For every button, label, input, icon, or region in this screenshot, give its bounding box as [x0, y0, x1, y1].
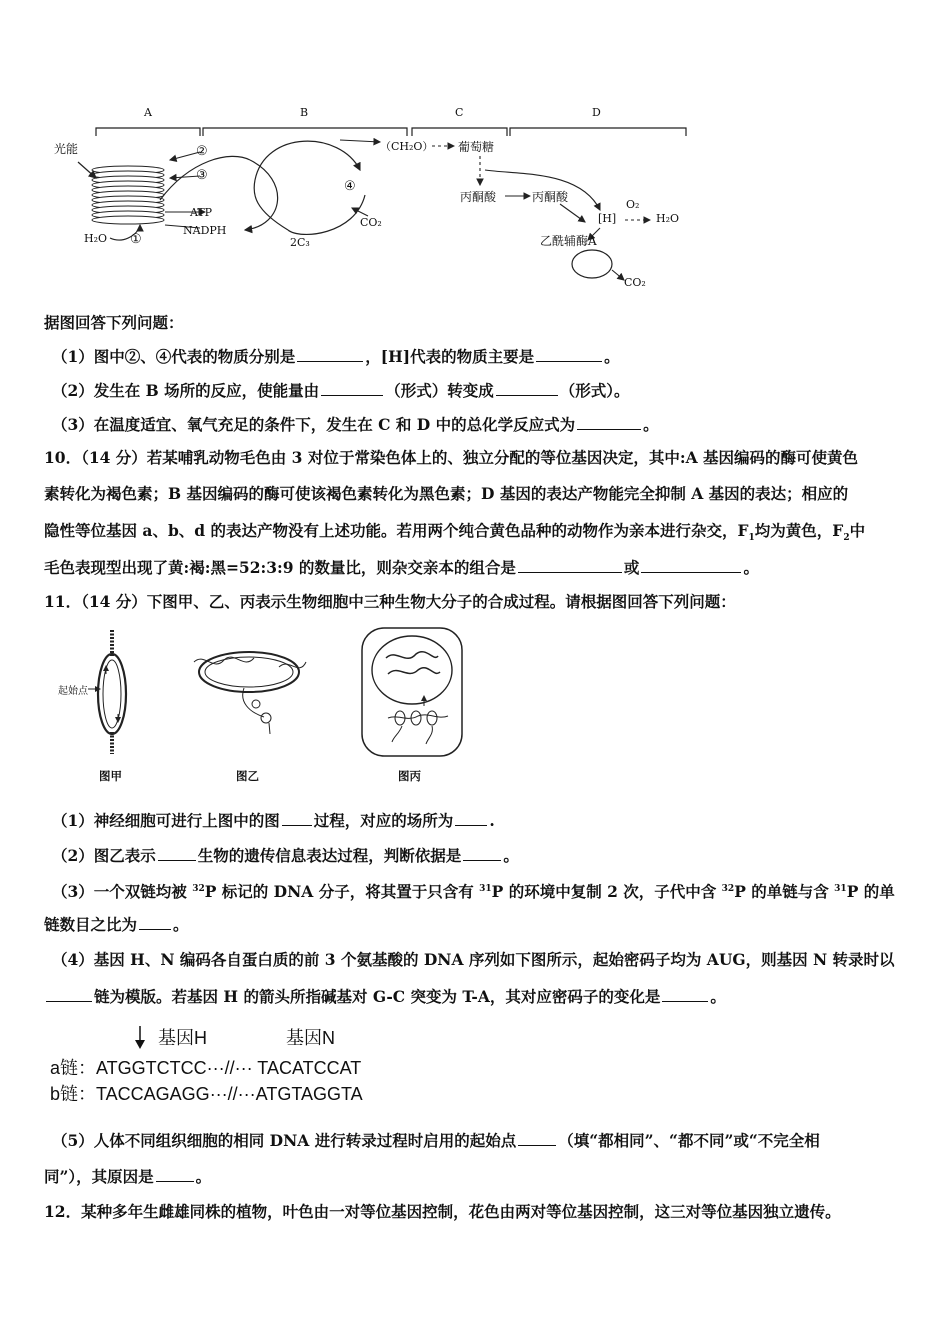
q9-intro: 据图回答下列问题： — [44, 313, 184, 332]
q10-line3: 隐性等位基因 a、b、d 的表达产物没有上述功能。若用两个纯合黄色品种的动物作为亲本进行杂交，$F_1$均为黄色，$F_2$中 — [44, 521, 866, 544]
q11-figures-svg — [44, 622, 464, 792]
atp-label: ATP — [190, 206, 213, 219]
label-A: A — [144, 106, 152, 119]
acetylcoa-label: 乙酰辅酶A — [540, 234, 597, 248]
c3-label: 2C₃ — [290, 236, 310, 249]
q11-part3-line1: （3）一个双链均被 $^{32}$P 标记的 DNA 分子，将其置于只含有 $^{31}$P 的环境中复制 2 次，子代中含 $^{32}$P 的单链与含 $^{31}$P 的单 — [52, 882, 895, 902]
q9-part2: （2）发生在 B 场所的反应，使能量由 （形式）转变成 （形式）。 — [52, 381, 630, 400]
co2-in-label: CO₂ — [360, 216, 382, 229]
q11-part4-line2: 链为模版。若基因 H 的箭头所指碱基对 G-C 突变为 T-A，其对应密码子的变化是 。 — [44, 986, 726, 1007]
nadph-label: NADPH — [183, 224, 227, 237]
label-C: C — [455, 106, 464, 119]
caption-yi: 图乙 — [236, 769, 259, 783]
pyruvate2-label: 丙酮酸 — [532, 190, 569, 204]
light-label: 光能 — [54, 142, 79, 156]
o2-label: O₂ — [626, 198, 640, 211]
q11-part5-line2: 同”），其原因是 。 — [44, 1167, 212, 1186]
q11-figures — [44, 622, 464, 792]
mutation-arrow-icon — [134, 1026, 146, 1050]
gene-n-label: 基因N — [286, 1028, 335, 1048]
label-2: ② — [196, 144, 208, 159]
h2o-out-label: H₂O — [656, 212, 680, 225]
q11-part5-line1: （5）人体不同组织细胞的相同 DNA 进行转录过程时启用的起始点 （填“都相同”、“都不同”或“不完全相 — [52, 1131, 820, 1150]
q10-line2: 素转化为褐色素；B 基因编码的酶可使该褐色素转化为黑色素；D 基因的表达产物能完全抑制 A 基因的表达；相应的 — [44, 484, 849, 503]
q9-part1: （1）图中②、④代表的物质分别是 ，[H]代表的物质主要是 。 — [52, 347, 620, 366]
h2o-in-label: H₂O — [84, 232, 108, 245]
q9-part3: （3）在温度适宜、氧气充足的条件下，发生在 C 和 D 中的总化学反应式为 。 — [52, 415, 659, 434]
gene-h-label: 基因H — [158, 1028, 207, 1048]
caption-jia: 图甲 — [99, 769, 122, 783]
caption-bing: 图丙 — [398, 769, 421, 783]
glucose-label: 葡萄糖 — [458, 140, 495, 154]
h-label: [H] — [598, 212, 617, 225]
q11-part1: （1）神经细胞可进行上图中的图 过程，对应的场所为 . — [52, 811, 495, 830]
q11-part4-line1: （4）基因 H、N 编码各自蛋白质的前 3 个氨基酸的 DNA 序列如下图所示，起始密码子均为 AUG，则基因 N 转录时以 — [52, 950, 895, 969]
q10-line1: 10．（14 分）若某哺乳动物毛色由 3 对位于常染色体上的、独立分配的等位基因决定，其中:A 基因编码的酶可使黄色 — [44, 448, 859, 467]
dna-sequence-figure — [0, 1020, 420, 1110]
figure-bing-cell — [362, 628, 462, 756]
label-1: ① — [130, 232, 142, 247]
pyruvate1-label: 丙酮酸 — [460, 190, 497, 204]
q11-part3-line2: 链数目之比为 。 — [44, 915, 189, 934]
photosynthesis-respiration-figure — [40, 100, 720, 300]
figure1-svg — [40, 100, 720, 300]
co2-out-label: CO₂ — [624, 276, 646, 289]
figure-yi-expression — [194, 652, 306, 734]
figure-jia-replication — [88, 630, 126, 754]
start-point-label: 起始点 — [58, 686, 88, 697]
ch2o-label: （CH₂O） — [380, 140, 434, 153]
a-chain-sequence: a链：ATGGTCTCC···//··· TACATCCAT — [50, 1058, 362, 1078]
q11-intro: 11．（14 分）下图甲、乙、丙表示生物细胞中三种生物大分子的合成过程。请根据图回答下列问题： — [44, 592, 736, 611]
thylakoid-stack — [92, 166, 164, 224]
label-4: ④ — [344, 179, 356, 194]
label-D: D — [592, 106, 601, 119]
q11-part2: （2）图乙表示 生物的遗传信息表达过程，判断依据是 。 — [52, 846, 519, 865]
label-B: B — [300, 106, 309, 119]
q12-line1: 12．某种多年生雌雄同株的植物，叶色由一对等位基因控制，花色由两对等位基因控制，这三对等位基因独立遗传。 — [44, 1202, 841, 1221]
q10-line4: 毛色表现型出现了黄:褐:黑=52:3:9 的数量比，则杂交亲本的组合是 或 。 — [44, 558, 759, 577]
label-3: ③ — [196, 168, 208, 183]
b-chain-sequence: b链：TACCAGAGG···//···ATGTAGGTA — [50, 1084, 363, 1104]
